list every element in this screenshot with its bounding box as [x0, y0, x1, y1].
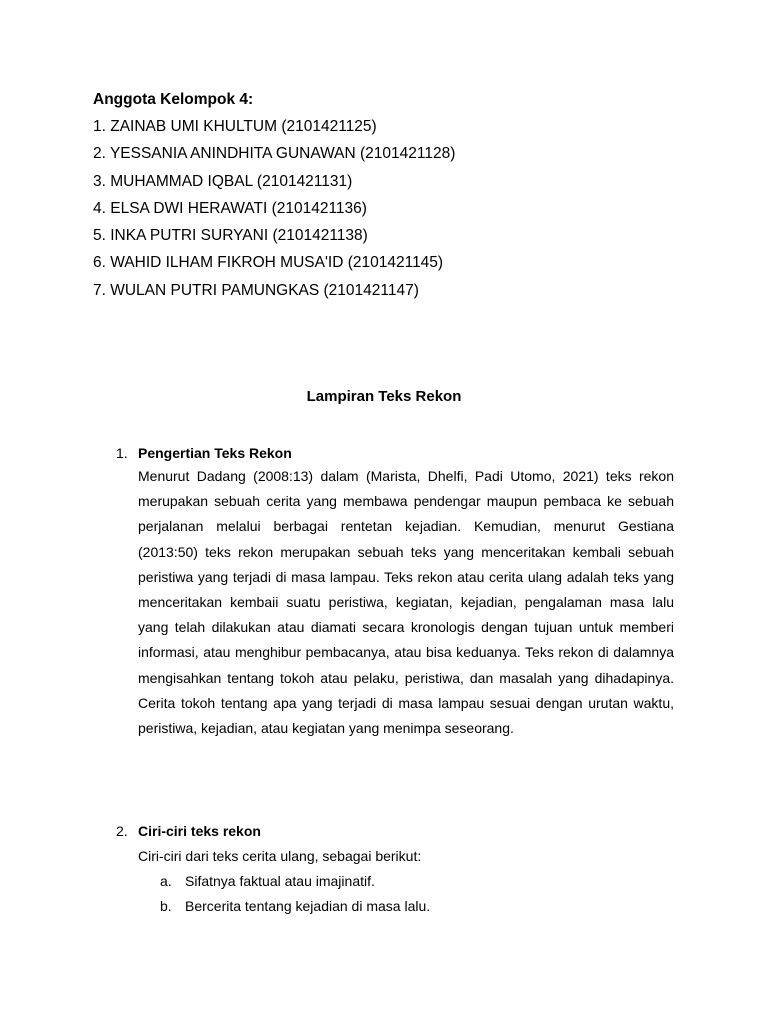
section-intro: Ciri-ciri dari teks cerita ulang, sebagai berikut: — [138, 848, 422, 864]
list-text: Bercerita tentang kejadian di masa lalu. — [185, 898, 431, 914]
member-item: 3. MUHAMMAD IQBAL (2101421131) — [93, 172, 353, 190]
section-title: Pengertian Teks Rekon — [138, 445, 292, 461]
section-title: Ciri-ciri teks rekon — [138, 823, 261, 839]
list-letter: a. — [160, 873, 172, 889]
member-item: 1. ZAINAB UMI KHULTUM (2101421125) — [93, 118, 377, 135]
group-heading: Anggota Kelompok 4: — [93, 91, 254, 108]
member-item: 4. ELSA DWI HERAWATI (2101421136) — [93, 199, 367, 217]
member-item: 5. INKA PUTRI SURYANI (2101421138) — [93, 227, 368, 245]
section-number: 1. — [116, 445, 128, 461]
list-text: Sifatnya faktual atau imajinatif. — [185, 873, 375, 889]
section-number: 2. — [116, 823, 128, 839]
member-item: 7. WULAN PUTRI PAMUNGKAS (2101421147) — [93, 281, 419, 299]
section-body: Menurut Dadang (2008:13) dalam (Marista, Dhelfi, Padi Utomo, 2021) teks rekon merupakan sebuah cerita yang membawa pendengar maupun pembaca ke sebuah perjalanan melalui berbagai rentetan kejadian. Kemudian, menurut Gestiana (2013:50) teks rekon merupakan sebuah teks yang menceritakan kembali sebuah peristiwa yang terjadi di masa lampau. Teks rekon atau cerita ulang adalah teks yang menceritakan kembaii suatu peristiwa, kegiatan, kejadian, pengalaman masa lalu yang telah dilakukan atau diamati secara kronologis dengan tujuan untuk memberi informasi, atau menghibur pembacanya, atau bisa keduanya. Teks rekon di dalamnya mengisahkan tentang tokoh atau pelaku, peristiwa, dan masalah yang dihadapinya. Cerita tokoh tentang apa yang terjadi di masa lampau sesuai dengan urutan waktu, peristiwa, kejadian, atau kegiatan yang menimpa seseorang. — [138, 468, 674, 737]
list-letter: b. — [160, 898, 172, 914]
member-item: 6. WAHID ILHAM FIKROH MUSA'ID (2101421145) — [93, 254, 444, 272]
group-members-block — [93, 86, 455, 304]
list-item — [160, 871, 375, 891]
list-item — [160, 896, 430, 916]
document-title: Lampiran Teks Rekon — [306, 388, 462, 405]
member-item: 2. YESSANIA ANINDHITA GUNAWAN (2101421128) — [93, 145, 456, 163]
